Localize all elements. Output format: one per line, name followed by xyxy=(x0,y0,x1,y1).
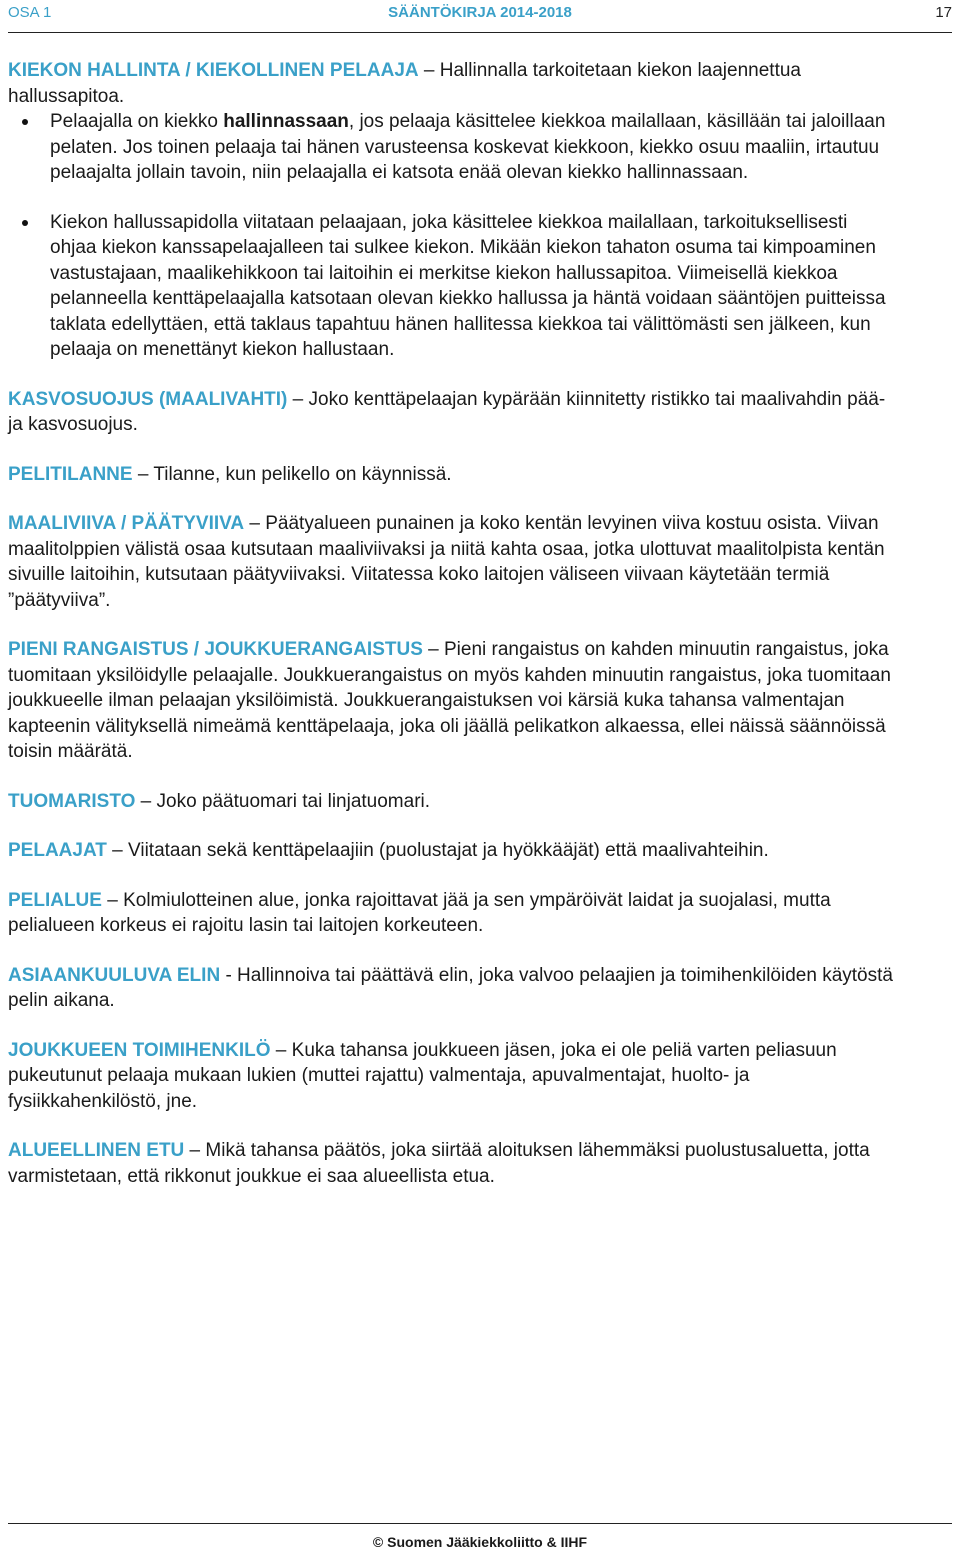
definition-text: – Kuka tahansa joukkueen jäsen, joka ei ole peliä varten peliasuun pukeutunut pelaaja mukaan lukien (muttei rajattu) valmentaja, apuvalmentajat, huolto- ja fysiikkahenkilöstö, jne. xyxy=(8,1039,837,1112)
definition-text: – Hallinnalla tarkoitetaan kiekon laajennettua hallussapitoa. xyxy=(8,60,801,107)
definition-text: - Hallinnoiva tai päättävä elin, joka valvoo pelaajien ja toimihenkilöiden käytöstä pelin aikana. xyxy=(8,964,893,1011)
bullet-text-pre: Kiekon hallussapidolla viitataan pelaajaan, joka käsittelee kiekkoa mailallaan, tarkoituksellisesti ohjaa kiekon kanssapelaajalleen tai sulkee kiekon. Mikään kiekon tahaton osuma tai kimpoaminen vastustajaan, maalikehikkoon tai laitoihin ei merkitse kiekon hallussapitoa. Viimeisellä kiekkoa pelanneella kenttäpelaajalla katsotaan olevan kiekko hallussa ja häntä voidaan sääntöjen puitteissa taklata edellyttäen, että taklaus tapahtuu hänen hallitessa kiekkoa tai välittömästi sen jälkeen, kun pelaaja on menettänyt kiekon hallustaan. xyxy=(50,211,886,360)
definition-term: PELIALUE xyxy=(8,889,102,911)
definition-entry xyxy=(8,789,898,815)
definition-text: – Joko päätuomari tai linjatuomari. xyxy=(135,790,431,812)
copyright-text: © Suomen Jääkiekkoliitto & IIHF xyxy=(372,1534,588,1550)
bullet-text-pre: Pelaajalla on kiekko xyxy=(50,111,224,132)
definition-entry xyxy=(8,838,898,864)
definition-term: PELAAJAT xyxy=(8,840,107,861)
definition-term: MAALIVIIVA / PÄÄTYVIIVA xyxy=(8,513,245,534)
page-number: 17 xyxy=(935,4,952,21)
definition-text: – Mikä tahansa päätös, joka siirtää aloituksen lähemmäksi puolustusaluetta, jotta varmistetaan, että rikkonut joukkue ei saa alueellista etua. xyxy=(8,1140,870,1187)
section-label: OSA 1 xyxy=(8,4,52,21)
definition-text: – Päätyalueen punainen ja koko kentän levyinen viiva kostuu osista. Viivan maalitolppien välistä osaa kutsutaan maaliviivaksi ja niitä kahta osaa, jotka ulottuvat maalitolpista kentän sivuille laitoihin, kutsutaan päätyviivaksi. Viitatessa koko laitojen väliseen viivaan käytetään termiä ”päätyviiva”. xyxy=(8,513,885,611)
definition-entry xyxy=(8,58,898,109)
page-footer xyxy=(8,1523,952,1562)
definition-entry xyxy=(8,511,898,613)
definition-entry xyxy=(8,1038,898,1115)
definition-text: – Kolmiulotteinen alue, jonka rajoittavat jää ja sen ympäröivät laidat ja suojalasi, mutta pelialueen korkeus ei rajoitu lasin tai laitojen korkeuteen. xyxy=(8,889,831,936)
definition-entry xyxy=(8,888,898,939)
definition-term: JOUKKUEEN TOIMIHENKILÖ xyxy=(8,1039,271,1061)
bullet-item xyxy=(8,109,898,186)
definition-text: – Pieni rangaistus on kahden minuutin rangaistus, joka tuomitaan yksilöidylle pelaajalle. Joukkuerangaistus on myös kahden minuutin rangaistus, joka tuomitaan joukkueelle ilman pelaajan yksilöimistä. Joukkuerangaistuksen voi kärsiä kuka tahansa valmentajan kapteenin välityksellä nimeämä kenttäpelaaja, joka oli jäällä pelikatkon alkaessa, ellei näissä säännöissä toisin määrätä. xyxy=(8,639,891,762)
definition-text: – Tilanne, kun pelikello on käynnissä. xyxy=(132,463,452,485)
bullet-text-post: , jos pelaaja käsittelee kiekkoa mailallaan, käsillään tai jaloillaan pelaten. Jos toinen pelaaja tai hänen varusteensa koskevat kiekkoon, kiekko osuu maaliin, irtautuu pelaajalta jollain tavoin, niin pelaajalla ei katsota enää olevan kiekko hallinnassaan. xyxy=(50,111,886,183)
bullet-text-bold: hallinnassaan xyxy=(223,111,349,132)
definition-term: PELITILANNE xyxy=(8,463,133,485)
definitions-list xyxy=(8,58,898,1213)
definition-text: – Joko kenttäpelaajan kypärään kiinnitetty ristikko tai maalivahdin pää- ja kasvosuojus. xyxy=(8,388,886,435)
document-title: SÄÄNTÖKIRJA 2014-2018 xyxy=(388,4,572,21)
bullet-item xyxy=(8,210,898,363)
definition-text: – Viitataan sekä kenttäpelaajiin (puolustajat ja hyökkääjät) että maalivahteihin. xyxy=(106,840,769,861)
bullet-icon xyxy=(22,119,28,125)
definition-term: TUOMARISTO xyxy=(8,790,136,812)
definition-term: KASVOSUOJUS (MAALIVAHTI) xyxy=(8,388,288,410)
definition-term: KIEKON HALLINTA / KIEKOLLINEN PELAAJA xyxy=(8,60,419,81)
page-header xyxy=(8,0,952,33)
definition-entry xyxy=(8,387,898,438)
definition-term: PIENI RANGAISTUS / JOUKKUERANGAISTUS xyxy=(8,639,423,660)
definition-entry xyxy=(8,462,898,488)
definition-term: ASIAANKUULUVA ELIN xyxy=(8,964,221,986)
bullet-icon xyxy=(22,220,28,226)
bullet-list xyxy=(8,109,898,363)
definition-entry xyxy=(8,963,898,1014)
definition-entry xyxy=(8,1138,898,1189)
definition-entry xyxy=(8,637,898,765)
definition-term: ALUEELLINEN ETU xyxy=(8,1140,185,1161)
